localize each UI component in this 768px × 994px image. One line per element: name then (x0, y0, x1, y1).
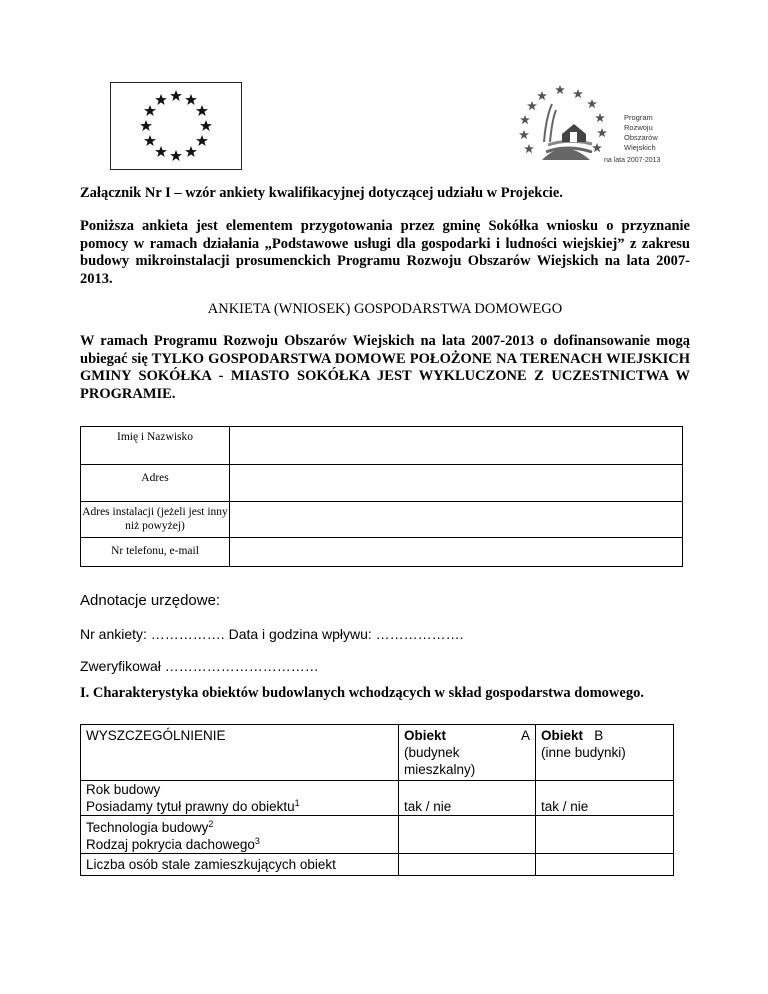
prow-logo (512, 82, 682, 172)
name-label: Imię i Nazwisko (81, 427, 230, 465)
official-notes-label: Adnotacje urzędowe: (80, 592, 221, 609)
legal-title-a: tak / nie (404, 799, 452, 814)
roof-label: Rodzaj pokrycia dachowego (86, 837, 255, 852)
persons-label: Liczba osób stale zamieszkujących obiekt (81, 854, 399, 876)
buildings-table (80, 724, 674, 876)
col-header-object-a (399, 725, 536, 781)
receipt-datetime: Data i godzina wpływu: ………………. (228, 626, 464, 642)
legal-title-b: tak / nie (541, 799, 589, 814)
section-title: I. Charakterystyka obiektów budowlanych wchodzących w skład gospodarstwa domowego. (80, 685, 644, 701)
survey-number-line (80, 625, 464, 643)
object-b-label: Obiekt (541, 728, 584, 743)
object-a-label: Obiekt (404, 728, 447, 743)
footnote-1: 1 (294, 798, 300, 808)
survey-title: ANKIETA (WNIOSEK) GOSPODARSTWA DOMOWEGO (207, 301, 563, 317)
row-tech-object-a[interactable] (399, 816, 536, 854)
prow-text-line2: Rozwoju (624, 123, 653, 132)
prow-emblem-icon (512, 82, 682, 172)
install-address-field[interactable] (230, 502, 683, 538)
verified-by: Zweryfikował …………………………… (80, 658, 319, 674)
object-b-desc: (inne budynki) (541, 745, 626, 760)
row-tech-object-b[interactable] (536, 816, 674, 854)
object-b-letter: B (594, 728, 604, 743)
attachment-heading: Załącznik Nr I – wzór ankiety kwalifikacyjnej dotyczącej udziału w Projekcie. (80, 185, 563, 201)
object-a-letter: A (520, 728, 530, 743)
row-tech-label (81, 816, 399, 854)
eligibility-notice: W ramach Programu Rozwoju Obszarów Wiejskich na lata 2007-2013 o dofinansowanie mogą ubiegać się TYLKO GOSPODARSTWA DOMOWE POŁOŻONE NA TERENACH WIEJSKICH GMINY SOKÓŁKA - MIASTO SOKÓŁKA JEST WYKLUCZONE Z UCZESTNICTWA W PROGRAMIE. (80, 333, 690, 402)
col-header-object-b (536, 725, 674, 781)
persons-object-a[interactable] (399, 854, 536, 876)
col-header-description (81, 725, 399, 781)
row-year-object-b[interactable] (536, 781, 674, 816)
prow-text-years: na lata 2007-2013 (604, 157, 661, 164)
footnote-2: 2 (208, 819, 214, 829)
intro-paragraph: Poniższa ankieta jest elementem przygotowania przez gminę Sokółka wniosku o przyznanie pomocy w ramach działania „Podstawowe usługi dla gospodarki i ludności wiejskiej” z zakresu budowy mikroinstalacji prosumenckich Programu Rozwoju Obszarów Wiejskich na lata 2007-2013. (80, 218, 690, 287)
phone-email-field[interactable] (230, 538, 683, 567)
address-field[interactable] (230, 465, 683, 502)
row-year-label (81, 781, 399, 816)
address-label: Adres (81, 465, 230, 502)
eu-stars-icon (111, 83, 241, 169)
survey-number: Nr ankiety: ……………. (80, 626, 225, 642)
footnote-3: 3 (254, 836, 260, 846)
year-label: Rok budowy (86, 782, 161, 797)
name-field[interactable] (230, 427, 683, 465)
description-header-text: WYSZCZEGÓLNIENIE (86, 728, 226, 743)
install-address-label: Adres instalacji (jeżeli jest inny niż powyżej) (81, 502, 230, 538)
tech-label: Technologia budowy (86, 820, 209, 835)
prow-text-line3: Obszarów (624, 133, 658, 142)
legal-title-label: Posiadamy tytuł prawny do obiektu (86, 799, 295, 814)
row-year-object-a[interactable] (399, 781, 536, 816)
persons-object-b[interactable] (536, 854, 674, 876)
applicant-data-table (80, 426, 683, 567)
object-a-desc: (budynek mieszkalny) (404, 745, 476, 777)
phone-email-label: Nr telefonu, e-mail (81, 538, 230, 567)
prow-text-line4: Wiejskich (624, 143, 656, 152)
eu-flag-logo (110, 82, 242, 170)
prow-text-line1: Program (624, 113, 653, 122)
